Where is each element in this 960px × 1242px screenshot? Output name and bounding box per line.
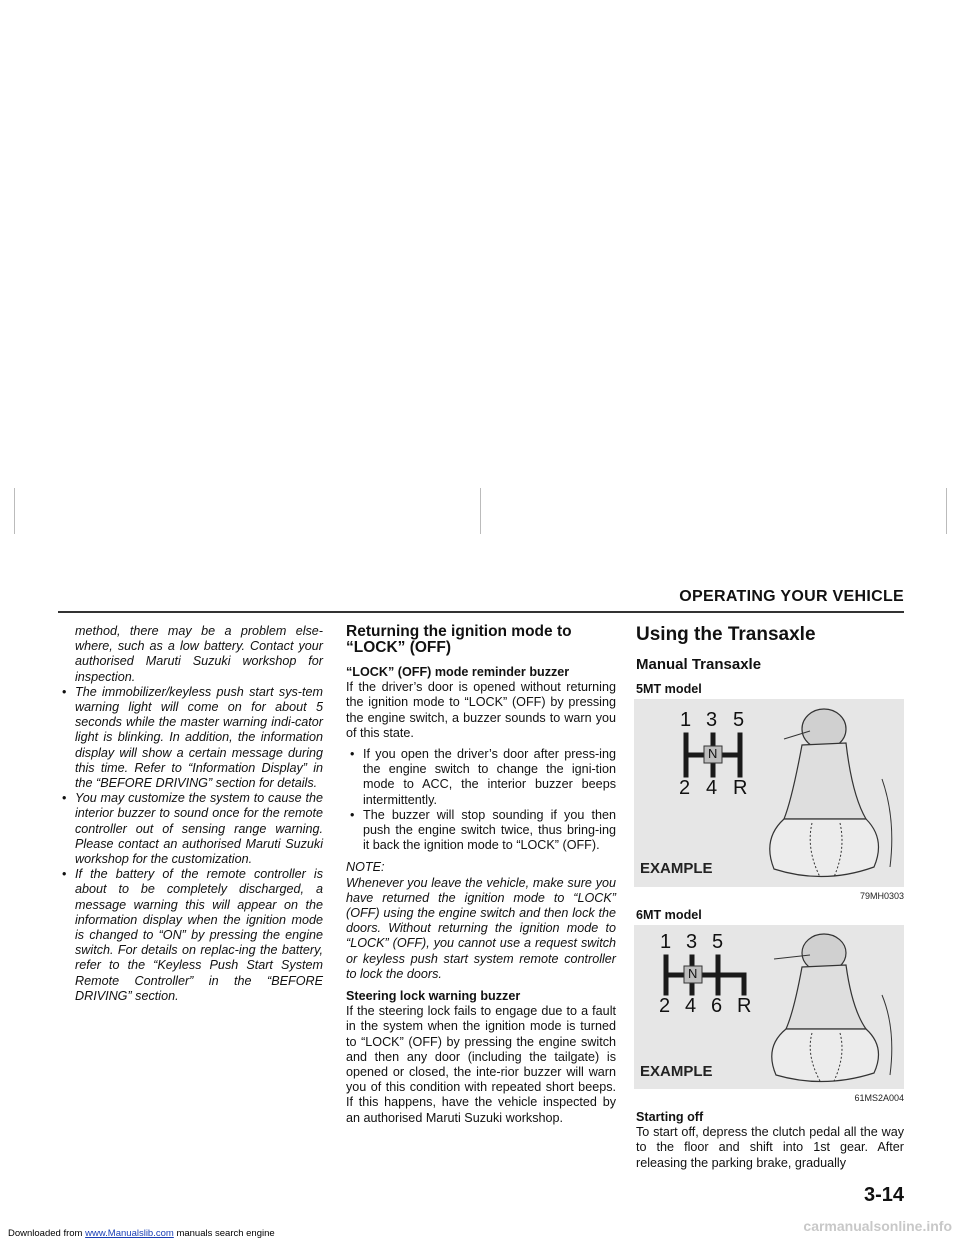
figure-id-5mt: 79MH0303 [859,891,904,901]
ignition-lock-heading: Returning the ignition mode to “LOCK” (OFF) [346,623,572,656]
gear-label-3: 3 [706,709,718,731]
gear-shift-diagram [634,699,904,887]
watermark: carmanualsonline.info [803,1218,952,1234]
reminder-buzzer-paragraph: If the driver’s door is opened without returning the ignition mode to “LOCK” (OFF) by pressing the engine switch, a buzzer sounds to warn you of this state. [346,680,616,740]
column-2 [346,624,616,1126]
note-text: Whenever you leave the vehicle, make sure you have returned the ignition mode to “LOCK” (OFF) using the engine switch and then lock the doors. Without returning the ignition mode to “LOCK” (OFF), you cannot use a request switch or keyless push start system remote controller to lock the doors. [346,875,616,981]
gear-label-5: 5 [712,931,724,953]
download-suffix: manuals search engine [173,1228,275,1239]
5mt-shift-pattern-figure [634,699,904,887]
gear-label-4: 4 [706,777,718,799]
col1-bullet-list [58,685,323,1004]
column-1 [58,624,323,1004]
gear-label-2: 2 [679,777,691,799]
transaxle-heading: Using the Transaxle [636,624,816,645]
list-item: • If the battery of the remote controller is about to be completely discharged, a message warning this will appear on the information display when the ignition mode is changed to “ON” by pressing the engine switch. For details on replac-ing the battery, refer to the “Keyless Push Start System Remote Controller” in the “BEFORE DRIVING” section. [58,867,323,1004]
header-rule [58,611,904,613]
crop-mark-center [480,488,481,534]
gear-label-1: 1 [680,709,692,731]
list-item: • If you open the driver’s door after press-ing the engine switch to change the igni-tion mode to ACC, the interior buzzer beeps intermittently. [346,747,616,808]
neutral-label: N [688,966,698,981]
gear-label-r: R [737,995,752,1017]
5mt-model-label: 5MT model [636,682,702,696]
gear-label-6: 6 [711,995,723,1017]
6mt-shift-pattern-figure [634,925,904,1089]
page-number: 3-14 [863,1184,904,1206]
example-label: EXAMPLE [640,1063,713,1080]
starting-off-section [636,1110,904,1171]
gear-label-2: 2 [659,995,671,1017]
gear-label-r: R [733,777,748,799]
crop-mark-left [14,488,15,534]
manual-transaxle-subheading: Manual Transaxle [636,656,762,673]
gear-label-1: 1 [660,931,672,953]
starting-off-paragraph: To start off, depress the clutch pedal all the way to the floor and shift into 1st gear. After releasing the parking brake, gradually [636,1125,904,1170]
list-item: • The immobilizer/keyless push start sys-tem warning light will come on for about 5 seconds while the master warning indi-cator light is blinking. In addition, the information display will show a certain message during this time. Refer to “Information Display” in the “BEFORE DRIVING” section for details. [58,685,323,791]
steering-lock-paragraph: If the steering lock fails to engage due to a fault in the system when the ignition mode is turned to “LOCK” (OFF) by pressing the engine switch and then any door (including the tailgate) is opened or closed, the inte-rior buzzer will warn you of this condition with repeated short beeps. If this happens, have the vehicle inspected by an authorised Maruti Suzuki workshop. [346,1004,616,1125]
6mt-model-label: 6MT model [636,908,702,922]
manualslib-link[interactable]: www.Manualslib.com [85,1228,174,1239]
list-item: • You may customize the system to cause the interior buzzer to sound once for the remote controller out of sensing range warning. Please contact an authorised Maruti Suzuki workshop for the customization. [58,791,323,867]
list-item: • The buzzer will stop sounding if you then push the engine switch twice, thus bring-ing it back the ignition mode to “LOCK” (OFF). [346,808,616,854]
gear-label-5: 5 [733,709,745,731]
intro-paragraph: method, there may be a problem else-where, such as a low battery. Contact your authorised Maruti Suzuki workshop for inspection. [75,624,323,684]
gear-label-4: 4 [685,995,697,1017]
neutral-label: N [708,746,718,761]
reminder-buzzer-subheading: “LOCK” (OFF) mode reminder buzzer [346,665,570,679]
crop-mark-right [946,488,947,534]
download-footer [8,1228,275,1239]
example-label: EXAMPLE [640,860,713,877]
col2-bullet-list [346,747,616,853]
gear-label-3: 3 [686,931,698,953]
section-title: OPERATING YOUR VEHICLE [679,588,904,605]
figure-id-6mt: 61MS2A004 [854,1093,904,1103]
download-prefix: Downloaded from [8,1228,86,1239]
steering-lock-subheading: Steering lock warning buzzer [346,989,521,1004]
starting-off-subheading: Starting off [636,1110,704,1124]
note-label: NOTE: [346,860,385,875]
